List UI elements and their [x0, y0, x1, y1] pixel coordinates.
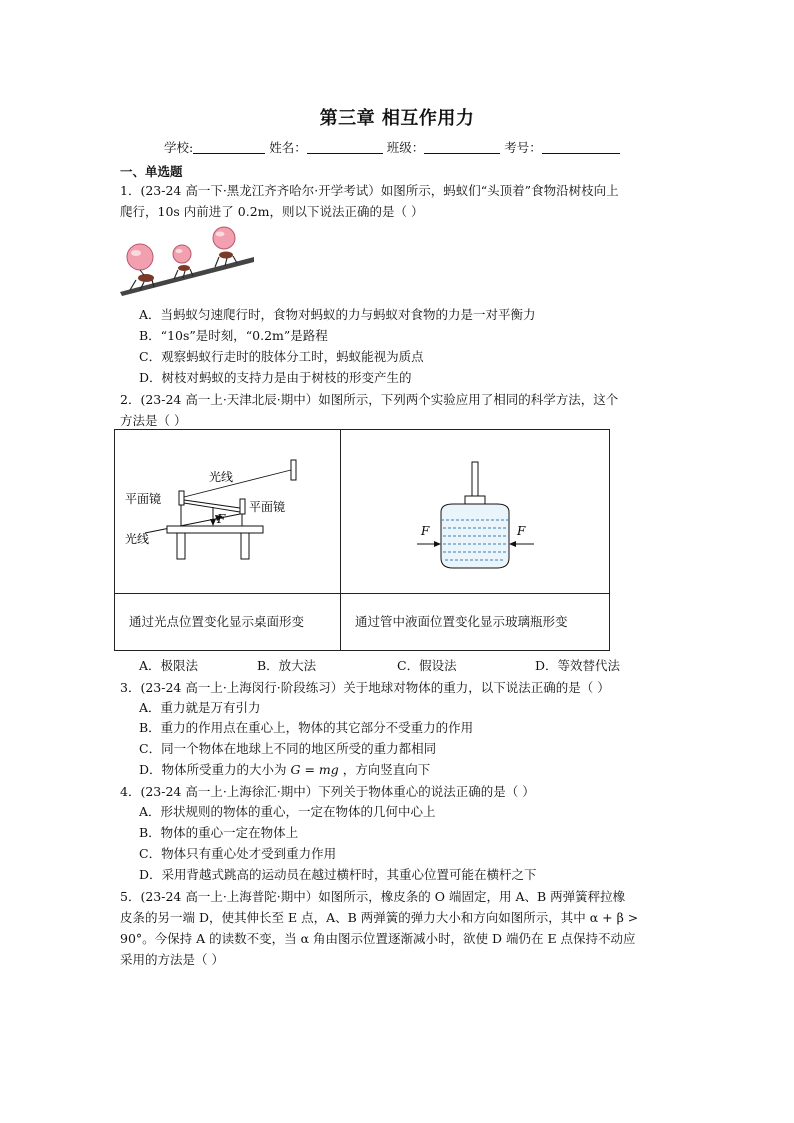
question-2-option-c[interactable]: C．假设法: [397, 658, 457, 673]
question-4-line-1: 4．(23-24 高一上·上海徐汇·期中）下列关于物体重心的说法正确的是（ ）: [120, 784, 535, 799]
question-3-option-c[interactable]: C．同一个物体在地球上不同的地区所受的重力都相同: [139, 741, 437, 756]
class-label: 班级：: [386, 140, 425, 155]
student-info-row: [164, 138, 644, 156]
question-1-option-d[interactable]: D．树枝对蚂蚁的支持力是由于树枝的形变产生的: [139, 370, 412, 385]
ant-1: [127, 244, 154, 290]
question-1-line-1: 1．(23-24 高一下·黑龙江齐齐哈尔·开学考试）如图所示，蚂蚁们“头顶着”食物沿树枝向上: [120, 183, 619, 198]
school-blank[interactable]: [193, 141, 265, 154]
question-4-option-c[interactable]: C．物体只有重心处才受到重力作用: [139, 846, 337, 861]
question-2-line-1: 2．(23-24 高一上·天津北辰·期中）如图所示，下列两个实验应用了相同的科学方法，这个: [120, 392, 619, 407]
class-blank[interactable]: [424, 141, 500, 154]
exam-number-label: 考号：: [504, 140, 542, 155]
force-label-right: F: [517, 524, 526, 538]
question-5-line-4: 采用的方法是（ ）: [120, 952, 224, 967]
question-1-option-c[interactable]: C．观察蚂蚁行走时的肢体分工时，蚂蚁能视为质点: [139, 349, 424, 364]
school-label: 学校:: [164, 140, 194, 155]
question-2-option-b[interactable]: B．放大法: [257, 658, 317, 673]
mirror-light-diagram: [115, 430, 340, 593]
question-4-option-a[interactable]: A．形状规则的物体的重心，一定在物体的几何中心上: [139, 804, 436, 819]
name-label: 姓名：: [269, 140, 307, 155]
gravity-formula: G = mg: [290, 762, 339, 777]
question-5-line-2: 皮条的另一端 D，使其伸长至 E 点，A、B 两弹簧的弹力大小和方向如图所示，其中 α + β >: [120, 910, 639, 925]
light-label-1: 光线: [209, 470, 234, 484]
question-3-option-d[interactable]: [139, 760, 699, 780]
question-3-option-d-suffix: ，方向竖直向下: [342, 762, 431, 777]
question-1-option-b[interactable]: B．“10s”是时刻，“0.2m”是路程: [139, 328, 328, 343]
question-2-option-a[interactable]: A．极限法: [139, 658, 199, 673]
force-label: F: [217, 512, 226, 526]
glass-bottle-diagram: [341, 430, 609, 593]
name-blank[interactable]: [307, 141, 383, 154]
question-2-line-2: 方法是（ ）: [120, 413, 187, 428]
question-4-option-b[interactable]: B．物体的重心一定在物体上: [139, 825, 299, 840]
page-title: 第三章 相互作用力: [319, 108, 475, 129]
light-label-2: 光线: [125, 532, 150, 546]
section-title: 一、单选题: [120, 164, 183, 179]
question-3-option-a[interactable]: A．重力就是万有引力: [139, 700, 261, 715]
question-2-option-d[interactable]: D．等效替代法: [535, 658, 621, 673]
exam-number-blank[interactable]: [542, 141, 620, 154]
question-5-line-1: 5．(23-24 高一上·上海普陀·期中）如图所示，橡皮条的 O 端固定，用 A、B 两弹簧秤拉橡: [120, 889, 626, 904]
caption-right: 通过管中液面位置变化显示玻璃瓶形变: [355, 614, 568, 629]
experiment-figure-table: [114, 429, 610, 651]
question-4-option-d[interactable]: D．采用背越式跳高的运动员在越过横杆时，其重心位置可能在横杆之下: [139, 867, 537, 882]
question-3-option-d-prefix: D．物体所受重力的大小为: [139, 762, 287, 777]
question-1-option-a[interactable]: A．当蚂蚁匀速爬行时，食物对蚂蚁的力与蚂蚁对食物的力是一对平衡力: [139, 307, 536, 322]
force-label-left: F: [421, 524, 430, 538]
question-3-line-1: 3．(23-24 高一上·上海闵行·阶段练习）关于地球对物体的重力，以下说法正确的是（ ）: [120, 680, 610, 695]
ant-3: [213, 227, 237, 267]
question-5-line-3: 90°。今保持 A 的读数不变，当 α 角由图示位置逐渐减小时，欲使 D 端仍在 E 点保持不动应: [120, 931, 636, 946]
ants-on-branch-figure: [118, 222, 258, 300]
mirror-label-1: 平面镜: [125, 492, 162, 506]
question-2-options: [139, 656, 699, 676]
question-1-line-2: 爬行，10s 内前进了 0.2m，则以下说法正确的是（ ）: [120, 204, 424, 219]
mirror-label-2: 平面镜: [249, 500, 286, 514]
caption-left: 通过光点位置变化显示桌面形变: [129, 614, 305, 629]
question-3-option-b[interactable]: B．重力的作用点在重心上，物体的其它部分不受重力的作用: [139, 720, 474, 735]
